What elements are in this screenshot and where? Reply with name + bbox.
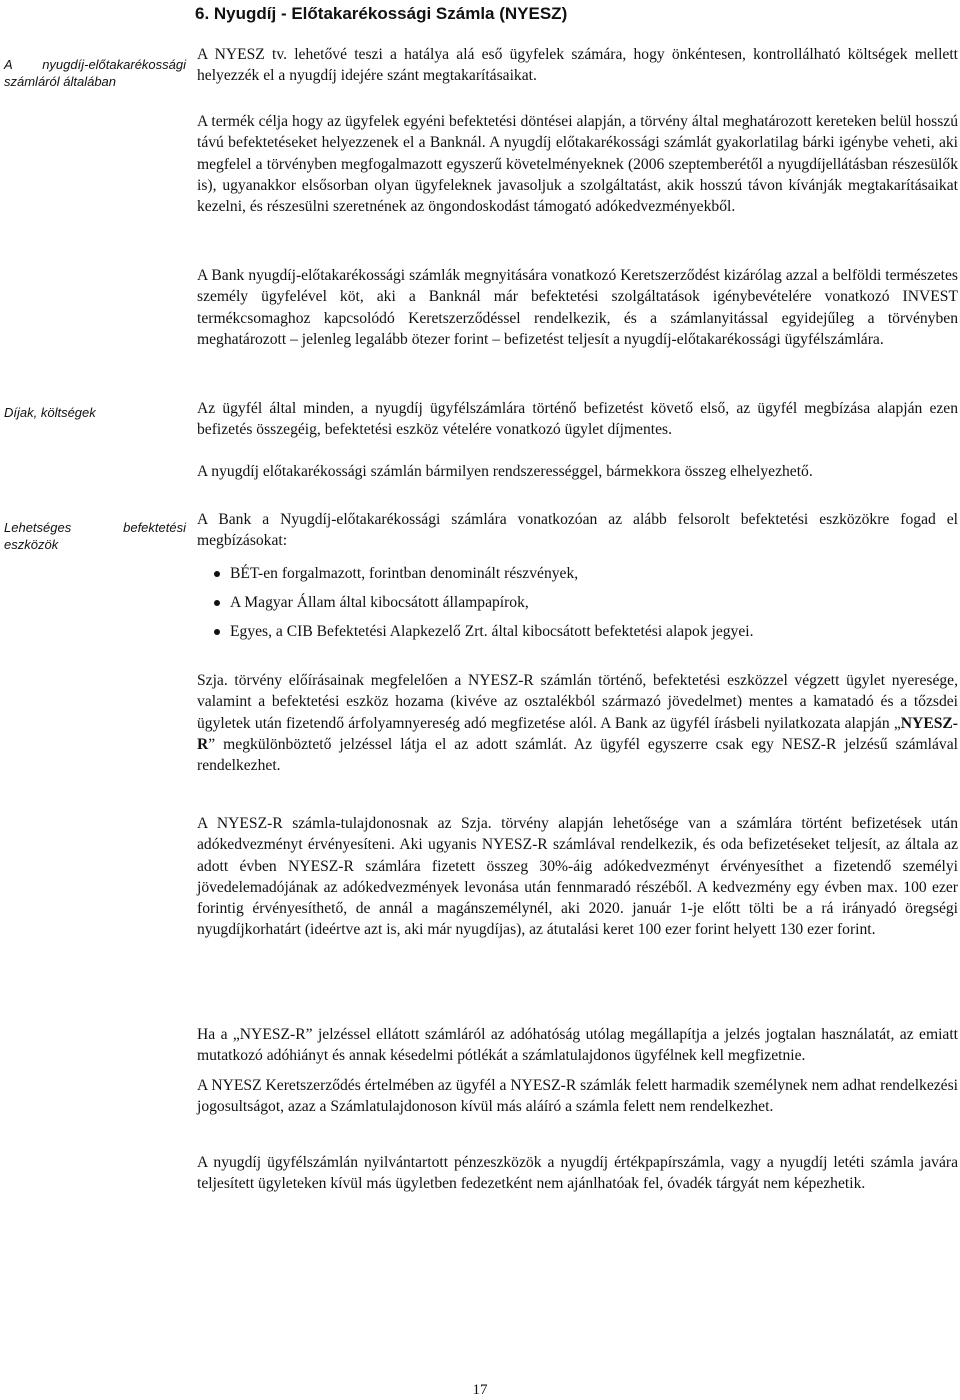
instrument-list	[197, 563, 958, 650]
paragraph-tax-exemption	[197, 670, 958, 776]
list-item: BÉT-en forgalmazott, forintban denominált részvények,	[197, 563, 958, 592]
paragraph-intro: A NYESZ tv. lehetővé teszi a hatálya alá eső ügyfelek számára, hogy önkéntesen, kontrollálható költségek mellett helyezzék el a nyugdíj idejére szánt megtakarításaikat.	[197, 46, 958, 85]
page-number: 17	[472, 1382, 488, 1398]
nyesz-r-emphasis: NYESZ-R	[197, 714, 958, 753]
sidebar-label-instruments	[4, 519, 186, 553]
sidebar-label-fees: Díjak, költségek	[4, 405, 96, 420]
paragraph-third-party: A NYESZ Keretszerződés értelmében az ügyfél a NYESZ-R számlák felett harmadik személynek nem adhat rendelkezési jogosultságot, azaz a Számlatulajdonoson kívül más aláíró a számla felett nem rendelkezhet.	[197, 1077, 958, 1116]
paragraph-instruments-intro: A Bank a Nyugdíj-előtakarékossági számlára vonatkozóan az alább felsorolt befektetési eszközökre fogad el megbízásokat:	[197, 511, 958, 550]
paragraph-account-opening: A Bank nyugdíj-előtakarékossági számlák megnyitására vonatkozó Keretszerződést kizárólag azzal a belföldi természetes személy ügyfelével köt, aki a Banknál már befektetési szolgáltatások igénybevételére vonatkozó INVEST termékcsomaghoz kapcsolódó Keretszerződéssel rendelkezik, és a számlanyitással egyidejűleg a törvényben meghatározott – jelenleg legalább ötezer forint – befizetést teljesít a nyugdíj-előtakarékossági ügyfélszámlára.	[197, 267, 958, 348]
sidebar-label-instruments-line1: Lehetséges befektetési	[4, 520, 186, 535]
paragraph-deposits: A nyugdíj előtakarékossági számlán bármilyen rendszerességgel, bármekkora összeg elhelyezhető.	[197, 463, 813, 480]
list-item: A Magyar Állam által kibocsátott állampapírok,	[197, 592, 958, 621]
list-item: Egyes, a CIB Befektetési Alapkezelő Zrt. által kibocsátott befektetési alapok jegyei.	[197, 621, 958, 650]
sidebar-label-about	[4, 56, 186, 90]
tax-exemption-text-end: ” megkülönböztető jelzéssel látja el az adott számlát. Az ügyfél egyszerre csak egy NESZ-R jelzésű számlával rendelkezhet.	[197, 735, 958, 775]
paragraph-fees: Az ügyfél által minden, a nyugdíj ügyfélszámlára történő befizetést követő első, az ügyfél megbízása alapján ezen befizetés összegéig, befektetési eszköz vételére vonatkozó ügylet díjmentes.	[197, 400, 958, 439]
section-title: 6. Nyugdíj - Előtakarékossági Számla (NYESZ)	[195, 4, 568, 23]
sidebar-label-about-line2: számláról általában	[4, 74, 117, 89]
paragraph-unlawful-use: Ha a „NYESZ-R” jelzéssel ellátott számláról az adóhatóság utólag megállapítja a jelzés jogtalan használatát, az emiatt mutatkozó adóhiányt és annak késedelmi pótlékát a számlatulajdonos ügyfélnek kell megfizetnie.	[197, 1026, 958, 1065]
paragraph-collateral: A nyugdíj ügyfélszámlán nyilvántartott pénzeszközök a nyugdíj értékpapírszámla, vagy a nyugdíj letéti számla javára teljesített ügyleteken kívül más ügyletben fedezetként nem ajánlhatóak fel, óvadék tárgyát nem képezhetik.	[197, 1154, 958, 1193]
tax-exemption-text-start: Szja. törvény előírásainak megfelelően a NYESZ-R számlán történő, befektetési eszközzel végzett ügylet nyeresége, valamint a befektetési eszköz hozama (kivéve az osztalékból származó jövedelmet) mentes a kamatadó és a tőzsdei ügyletek után fizetendő árfolyamnyereség adó megfizetése alól. A Bank az ügyfél írásbeli nyilatkozata alapján „	[197, 672, 958, 732]
paragraph-tax-credit: A NYESZ-R számla-tulajdonosnak az Szja. törvény alapján lehetősége van a számlára történt befizetések után adókedvezményt érvényesíteni. Aki ugyanis NYESZ-R számlával rendelkezik, és oda befizetéseket teljesít, az általa az adott évben NYESZ-R számlára fizetett összeg 30%-áig adókedvezményt érvényesíthet a fizetendő személyi jövedelemadójának az adókedvezmények levonása után fennmaradó részéből. A kedvezmény egy évben max. 100 ezer forintig érvényesíthető, de annál a magánszemélynél, aki 2020. január 1-je előtt tölti be a rá irányadó öregségi nyugdíjkorhatárt (ideértve azt is, aki már nyugdíjas), az átutalási keret 100 ezer forint helyett 130 ezer forint.	[197, 815, 958, 939]
sidebar-label-about-line1: A nyugdíj-előtakarékossági	[4, 57, 186, 72]
sidebar-label-instruments-line2: eszközök	[4, 537, 59, 552]
paragraph-purpose: A termék célja hogy az ügyfelek egyéni befektetési döntései alapján, a törvény által meghatározott kereteken belül hosszú távú befektetéseket helyezzenek el a Banknál. A nyugdíj előtakarékossági számlát gyakorlatilag bárki igénybe veheti, aki megfelel a törvényben megfogalmazott egyszerű követelményeknek (2006 szeptemberétől a nyugdíjellátásban részesülők is), ugyanakkor elsősorban olyan ügyfeleknek javasoljuk a szolgáltatást, akik hosszú távon kívánják megtakarításaikat kezelni, és részesülni szeretnének az öngondoskodást támogató adókedvezményekből.	[197, 113, 958, 216]
